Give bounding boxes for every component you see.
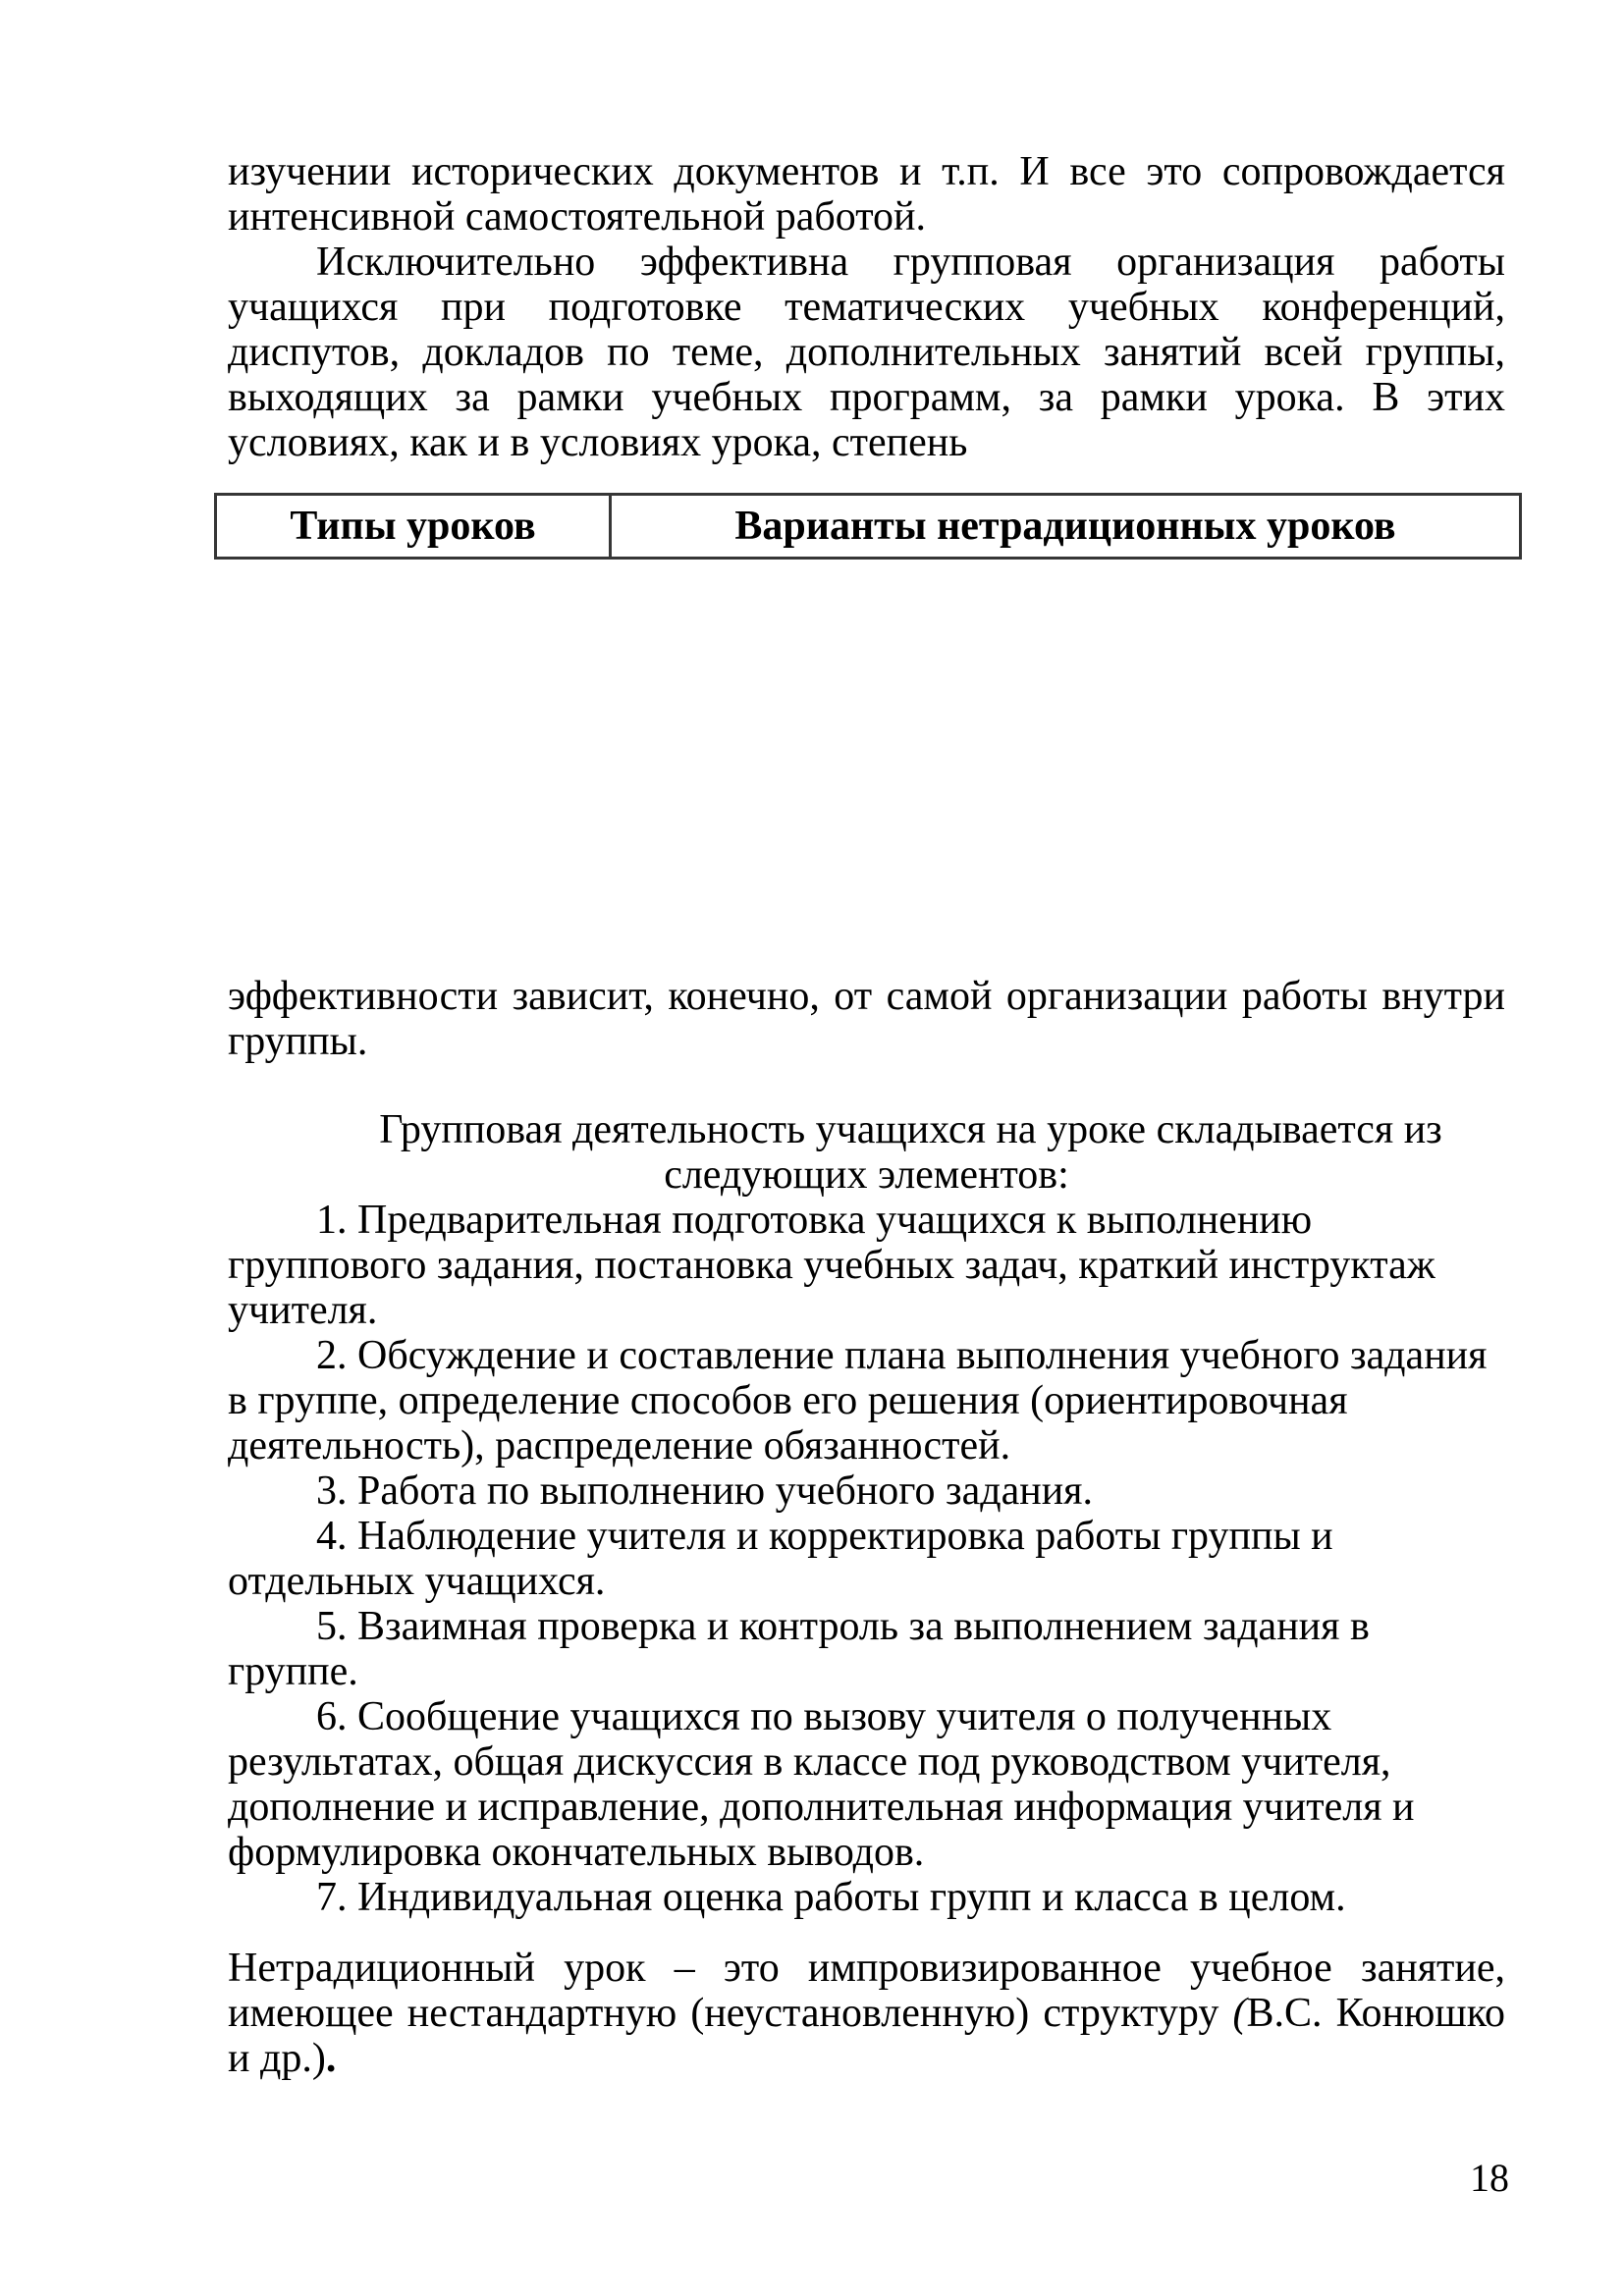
paragraph-definition bbox=[228, 1946, 1505, 2081]
list-item-7: 7. Индивидуальная оценка работы групп и класса в целом. bbox=[316, 1875, 1346, 1920]
paragraph-effectiveness: эффективности зависит, конечно, от самой организации работы внутри группы. bbox=[228, 974, 1505, 1064]
empty-table-body-area bbox=[228, 560, 1505, 974]
numbered-list bbox=[228, 1198, 1505, 1920]
definition-text: Нетрадиционный урок – это импровизированное учебное занятие, имеющее нестандартную (неустановленную) структуру bbox=[228, 1946, 1505, 2036]
page-number: 18 bbox=[1470, 2156, 1509, 2200]
section-heading: Групповая деятельность учащихся на уроке складывается из следующих элементов: bbox=[379, 1107, 1442, 1198]
definition-final-period: . bbox=[325, 2036, 337, 2081]
paragraph-continuation: изучении исторических документов и т.п. И все это сопровождается интенсивной самостоятельной работой. bbox=[228, 149, 1505, 240]
page-content bbox=[228, 149, 1505, 2081]
table-header-lesson-types: Типы уроков bbox=[216, 495, 611, 559]
lesson-types-table bbox=[214, 493, 1522, 560]
definition-authors: В.С. Конюшко и др.) bbox=[228, 1991, 1505, 2081]
list-item-5: 5. Взаимная проверка и контроль за выполнением задания в группе. bbox=[228, 1604, 1370, 1694]
list-item-3: 3. Работа по выполнению учебного задания. bbox=[316, 1468, 1093, 1514]
list-item-1: 1. Предварительная подготовка учащихся к выполнению группового задания, постановка учебных задач, краткий инструктаж учителя. bbox=[228, 1198, 1435, 1333]
list-item-2: 2. Обсуждение и составление плана выполнения учебного задания в группе, определение способов его решения (ориентировочная деятельность), распределение обязанностей. bbox=[228, 1333, 1488, 1468]
definition-open-paren: ( bbox=[1232, 1991, 1247, 2036]
paragraph-group-organization: Исключительно эффективна групповая организация работы учащихся при подготовке тематических учебных конференций, диспутов, докладов по теме, дополнительных занятий всей группы, выходящих за рамки учебных программ, за рамки урока. В этих условиях, как и в условиях урока, степень bbox=[228, 240, 1505, 465]
list-item-6: 6. Сообщение учащихся по вызову учителя о полученных результатах, общая дискуссия в классе под руководством учителя, дополнение и исправление, дополнительная информация учителя и формулировка окончательных выводов. bbox=[228, 1694, 1415, 1875]
list-item-4: 4. Наблюдение учителя и корректировка работы группы и отдельных учащихся. bbox=[228, 1514, 1333, 1604]
table-header-row bbox=[216, 495, 1521, 559]
table-header-nontraditional-variants: Варианты нетрадиционных уроков bbox=[611, 495, 1521, 559]
